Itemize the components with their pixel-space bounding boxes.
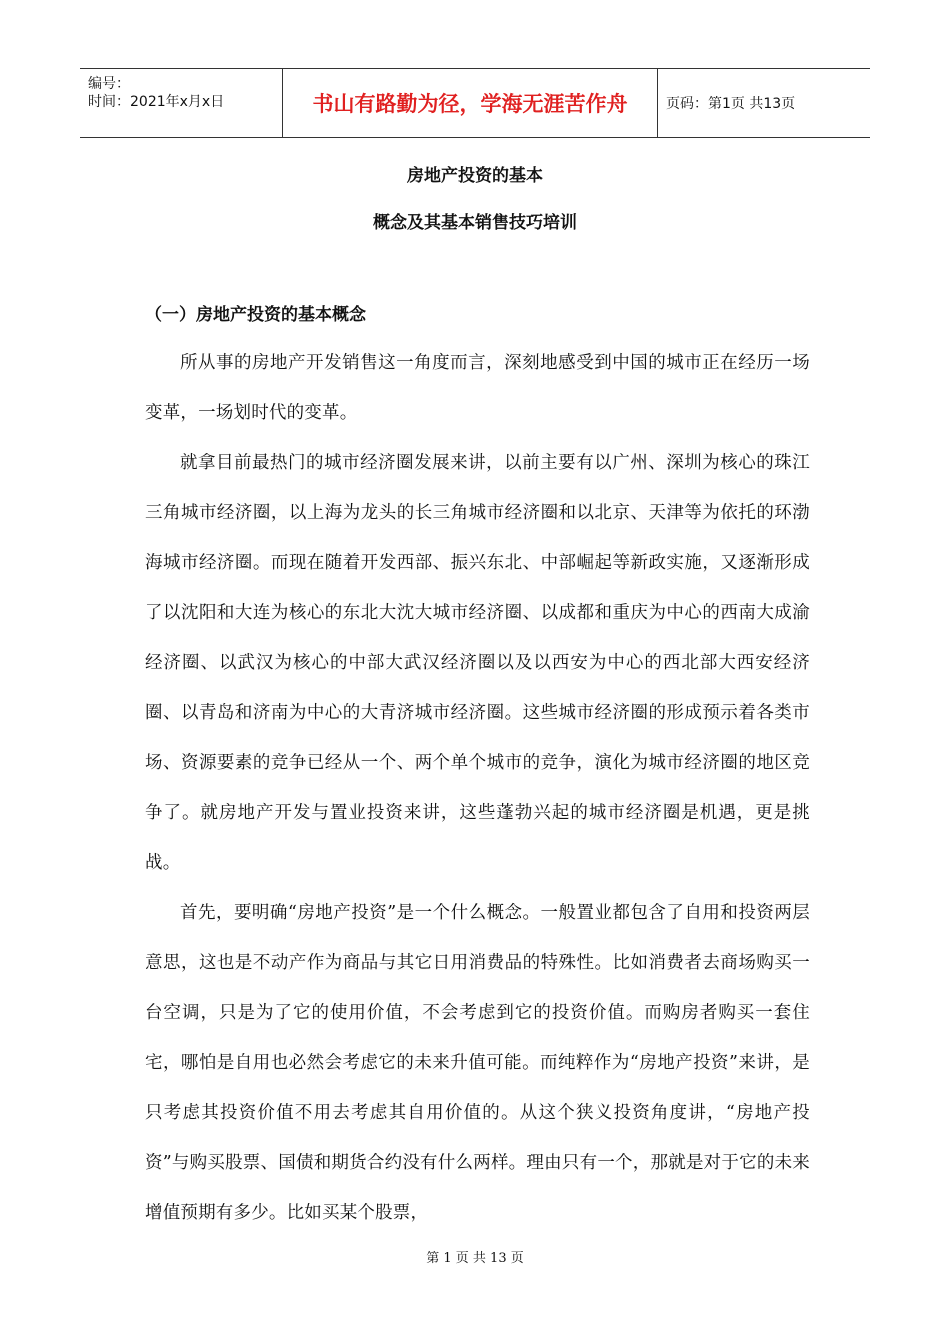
number-label: 编号： [88,76,130,92]
paragraph-2: 就拿目前最热门的城市经济圈发展来讲，以前主要有以广州、深圳为核心的珠江三角城市经济圈，以上海为龙头的长三角城市经济圈和以北京、天津等为依托的环渤海城市经济圈。而现在随着开发西部、振兴东北、中部崛起等新政实施，又逐渐形成了以沈阳和大连为核心的东北大沈大城市经济圈、以成都和重庆为中心的西南大成渝经济圈、以武汉为核心的中部大武汉经济圈以及以西安为中心的西北部大西安经济圈、以青岛和济南为中心的大青济城市经济圈。这些城市经济圈的形成预示着各类市场、资源要素的竞争已经从一个、两个单个城市的竞争，演化为城市经济圈的地区竞争了。就房地产开发与置业投资来讲，这些蓬勃兴起的城市经济圈是机遇，更是挑战。 [145,453,810,873]
body-text [145,338,810,1238]
document-title-line1: 房地产投资的基本 [407,166,543,186]
header-meta [80,69,282,137]
paragraph-3: 首先，要明确“房地产投资”是一个什么概念。一般置业都包含了自用和投资两层意思，这也是不动产作为商品与其它日用消费品的特殊性。比如消费者去商场购买一台空调，只是为了它的使用价值，不会考虑到它的投资价值。而购房者购买一套住宅，哪怕是自用也必然会考虑它的未来升值可能。而纯粹作为“房地产投资”来讲，是只考虑其投资价值不用去考虑其自用价值的。从这个狭义投资角度讲，“房地产投资”与购买股票、国债和期货合约没有什么两样。理由只有一个，那就是对于它的未来增值预期有多少。比如买某个股票， [145,903,810,1223]
header-motto: 书山有路勤为径，学海无涯苦作舟 [282,69,658,137]
header-page-info: 页码：第1页 共13页 [666,96,796,112]
paragraph-1: 所从事的房地产开发销售这一角度而言，深刻地感受到中国的城市正在经历一场变革，一场划时代的变革。 [145,353,810,423]
time-label: 时间：2021年x月x日 [88,94,225,110]
page-footer: 第 1 页 共 13 页 [426,1251,524,1266]
document-header [80,68,870,138]
section-heading: （一）房地产投资的基本概念 [145,305,366,325]
document-title-line2: 概念及其基本销售技巧培训 [373,213,577,233]
